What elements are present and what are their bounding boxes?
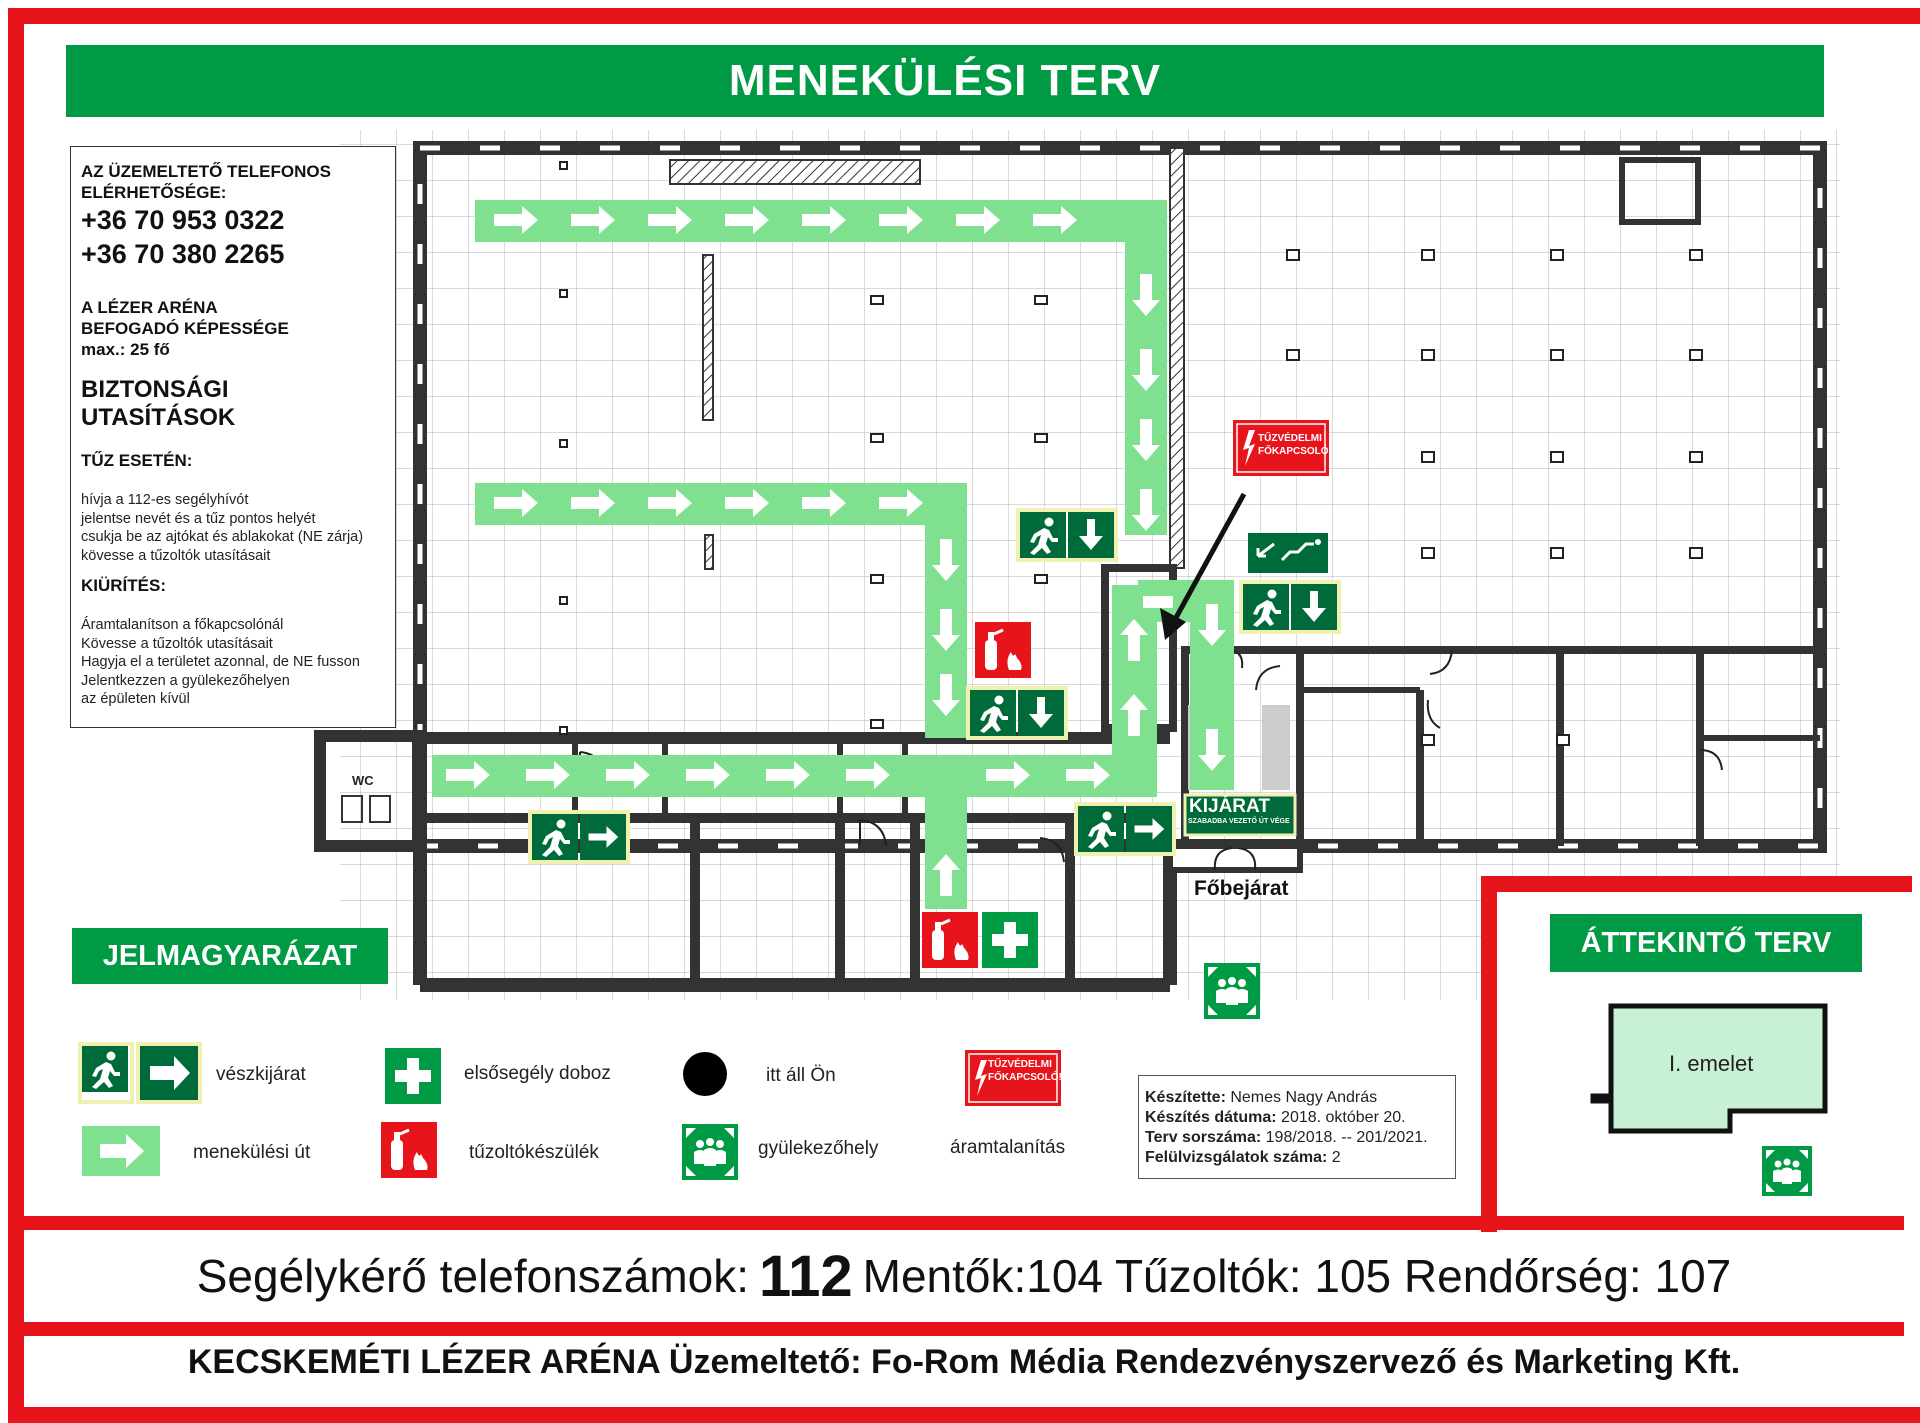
emergency-rest: Mentők:104 Tűzoltók: 105 Rendőrség: 107 [862, 1250, 1732, 1302]
emergency-112: 112 [759, 1243, 853, 1309]
wc-label: WC [352, 773, 374, 788]
evac-heading: KIÜRÍTÉS: [81, 576, 166, 595]
main-entrance-label: Főbejárat [1194, 877, 1289, 900]
legend-emergency-exit: vészkijárat [216, 1064, 306, 1085]
evac-line: Jelentkezzen a gyülekezőhelyen [81, 672, 290, 689]
made-by-label: Készítette: [1145, 1089, 1226, 1106]
credits-box [1138, 1075, 1456, 1179]
phone-number-1: +36 70 953 0322 [81, 205, 285, 235]
safety-heading: BIZTONSÁGI UTASÍTÁSOK [81, 376, 236, 431]
capacity-line-1: A LÉZER ARÉNA [81, 298, 218, 317]
made-by: Nemes Nagy András [1225, 1089, 1378, 1106]
divider-top [24, 1216, 1904, 1230]
emergency-prefix: Segélykérő telefonszámok: [196, 1250, 750, 1302]
evac-line: az épületen kívül [81, 691, 190, 707]
legend-you-are-here: itt áll Ön [766, 1065, 836, 1086]
date: 2018. október 20. [1276, 1109, 1406, 1126]
divider-bottom [24, 1322, 1904, 1336]
date-label: Készítés dátuma: [1145, 1109, 1277, 1126]
overview-map [1481, 990, 1901, 1220]
page-title: MENEKÜLÉSI TERV [66, 45, 1824, 117]
fire-line: jelentse nevét és a tűz pontos helyét [81, 510, 316, 527]
serial: 198/2018. -- 201/2021. [1261, 1129, 1428, 1146]
fire-heading: TŰZ ESETÉN: [81, 451, 193, 470]
emergency-numbers [24, 1230, 1904, 1322]
exit-sublabel: SZABADBA VEZETŐ ÚT VÉGE [1188, 818, 1290, 825]
legend-assembly-point: gyülekezőhely [758, 1138, 879, 1159]
evac-line: Hagyja el a területet azonnal, de NE fusson [81, 654, 360, 670]
reviews-label: Felülvizsgálatok száma: [1145, 1149, 1328, 1166]
capacity-line-2: BEFOGADÓ KÉPESSÉGE [81, 319, 289, 338]
evac-line: Kövesse a tűzoltók utasításait [81, 635, 273, 652]
legend-title: JELMAGYARÁZAT [72, 928, 388, 984]
main-switch-sign-text: TŰZVÉDELMI FŐKAPCSOLÓ! [1258, 433, 1332, 457]
evac-line: Áramtalanítson a főkapcsolónál [81, 617, 284, 633]
fire-line: csukja be az ajtókat és ablakokat (NE zárja) [81, 529, 364, 545]
legend-switch-sign-text: TŰZVÉDELMI FŐKAPCSOLÓ! [988, 1059, 1062, 1083]
overview-floor-label: I. emelet [1669, 1051, 1754, 1076]
capacity-line-3: max.: 25 fő [81, 340, 170, 359]
exit-label: KIJÁRAT [1189, 796, 1270, 817]
legend-first-aid: elsősegély doboz [464, 1063, 611, 1084]
fire-line: hívja a 112-es segélyhívót [81, 492, 249, 508]
legend-power-off: áramtalanítás [950, 1137, 1066, 1158]
legend-escape-route: menekülési út [193, 1142, 311, 1163]
legend-extinguisher: tűzoltókészülék [469, 1142, 599, 1163]
phone-heading: AZ ÜZEMELTETŐ TELEFONOS ELÉRHETŐSÉGE: [81, 162, 331, 202]
footer-operator: KECSKEMÉTI LÉZER ARÉNA Üzemeltető: Fo-Rom Média Rendezvényszervező és Marketing Kft. [187, 1342, 1741, 1381]
serial-label: Terv sorszáma: [1145, 1129, 1262, 1146]
overview-title: ÁTTEKINTŐ TERV [1550, 914, 1862, 972]
info-panel [70, 146, 396, 728]
reviews: 2 [1327, 1149, 1341, 1166]
fire-line: kövesse a tűzoltók utasításait [81, 547, 271, 564]
phone-number-2: +36 70 380 2265 [81, 239, 285, 269]
